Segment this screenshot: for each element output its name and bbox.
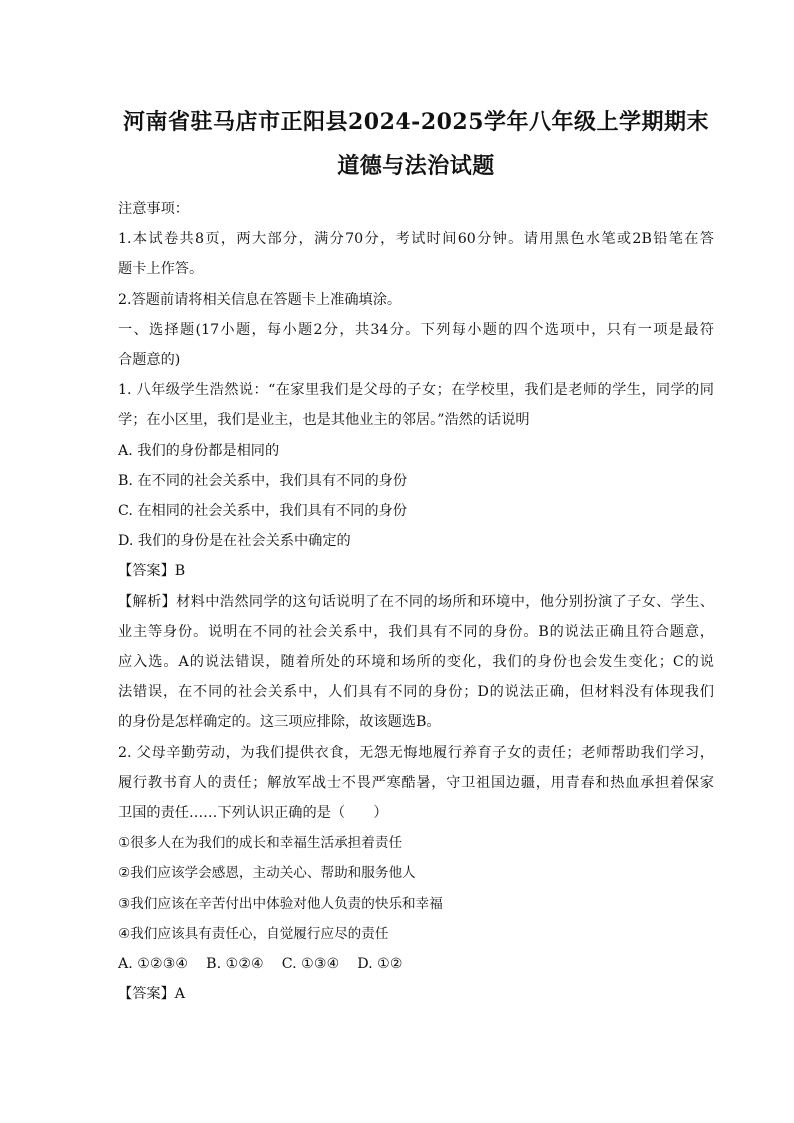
q2-statement-3: ③我们应该在辛苦付出中体验对他人负责的快乐和幸福 (118, 895, 443, 912)
q2-choice-b: B. ①②④ (206, 956, 264, 973)
q1-option-d: D. 我们的身份是在社会关系中确定的 (118, 533, 351, 550)
q1-option-a: A. 我们的身份都是相同的 (118, 442, 280, 459)
section-1-heading-line2: 合题意的) (118, 352, 181, 369)
q1-analysis-line2: 业主等身份。说明在不同的社会关系中，我们具有不同的身份。B的说法正确且符合题意， (118, 623, 714, 640)
question-2 (118, 738, 714, 1010)
q2-stem-line3: 卫国的责任……下列认识正确的是（ ） (118, 805, 388, 822)
q2-choices (118, 949, 714, 979)
q2-choice-a: A. ①②③④ (118, 956, 189, 973)
q1-analysis-line4: 法错误，在不同的社会关系中，人们具有不同的身份；D的说法正确，但材料没有体现我们 (118, 684, 714, 701)
document-title-line2: 道德与法治试题 (337, 153, 495, 179)
q1-analysis-line1: 【解析】材料中浩然同学的这句话说明了在不同的场所和环境中，他分别扮演了子女、学生、 (118, 593, 714, 610)
q2-stem-line1: 2. 父母辛勤劳动，为我们提供衣食，无怨无悔地履行养育子女的责任；老师帮助我们学习， (118, 744, 714, 761)
q2-choice-d: D. ①② (357, 956, 403, 973)
document-title-line1: 河南省驻马店市正阳县2024-2025学年八年级上学期期末 (122, 109, 710, 135)
q1-analysis-line5: 的身份是怎样确定的。这三项应排除，故该题选B。 (118, 714, 441, 731)
q1-stem-line1: 1. 八年级学生浩然说：“在家里我们是父母的子女；在学校里，我们是老师的学生，同学的同 (118, 382, 714, 399)
q2-answer: 【答案】A (118, 986, 185, 1003)
notice-1-line2: 题卡上作答。 (118, 261, 204, 278)
q2-statement-2: ②我们应该学会感恩，主动关心、帮助和服务他人 (118, 865, 416, 882)
q2-stem-line2: 履行教书育人的责任；解放军战士不畏严寒酷暑，守卫祖国边疆，用青春和热血承担着保家 (118, 774, 714, 791)
q1-stem-line2: 学；在小区里，我们是业主，也是其他业主的邻居。”浩然的话说明 (118, 412, 530, 429)
q2-statement-list (118, 828, 714, 949)
q1-option-b: B. 在不同的社会关系中，我们具有不同的身份 (118, 472, 408, 489)
q2-statement-1: ①很多人在为我们的成长和幸福生活承担着责任 (118, 835, 403, 852)
q1-answer: 【答案】B (118, 563, 186, 580)
q2-choice-c: C. ①③④ (281, 956, 340, 973)
section-1-heading-line1: 一、选择题(17小题，每小题2分，共34分。下列每小题的四个选项中，只有一项是最符 (118, 321, 714, 338)
q1-option-c: C. 在相同的社会关系中，我们具有不同的身份 (118, 503, 407, 520)
notice-2: 2.答题前请将相关信息在答题卡上准确填涂。 (118, 291, 402, 308)
notice-1-line1: 1.本试卷共8页，两大部分，满分70分，考试时间60分钟。请用黑色水笔或2B铅笔在答 (118, 231, 714, 248)
notice-heading: 注意事项： (118, 201, 189, 217)
q2-statement-4: ④我们应该具有责任心，自觉履行应尽的责任 (118, 925, 389, 942)
question-1 (118, 375, 714, 737)
q1-analysis-line3: 应入选。A的说法错误，随着所处的环境和场所的变化，我们的身份也会发生变化；C的说 (118, 654, 714, 671)
